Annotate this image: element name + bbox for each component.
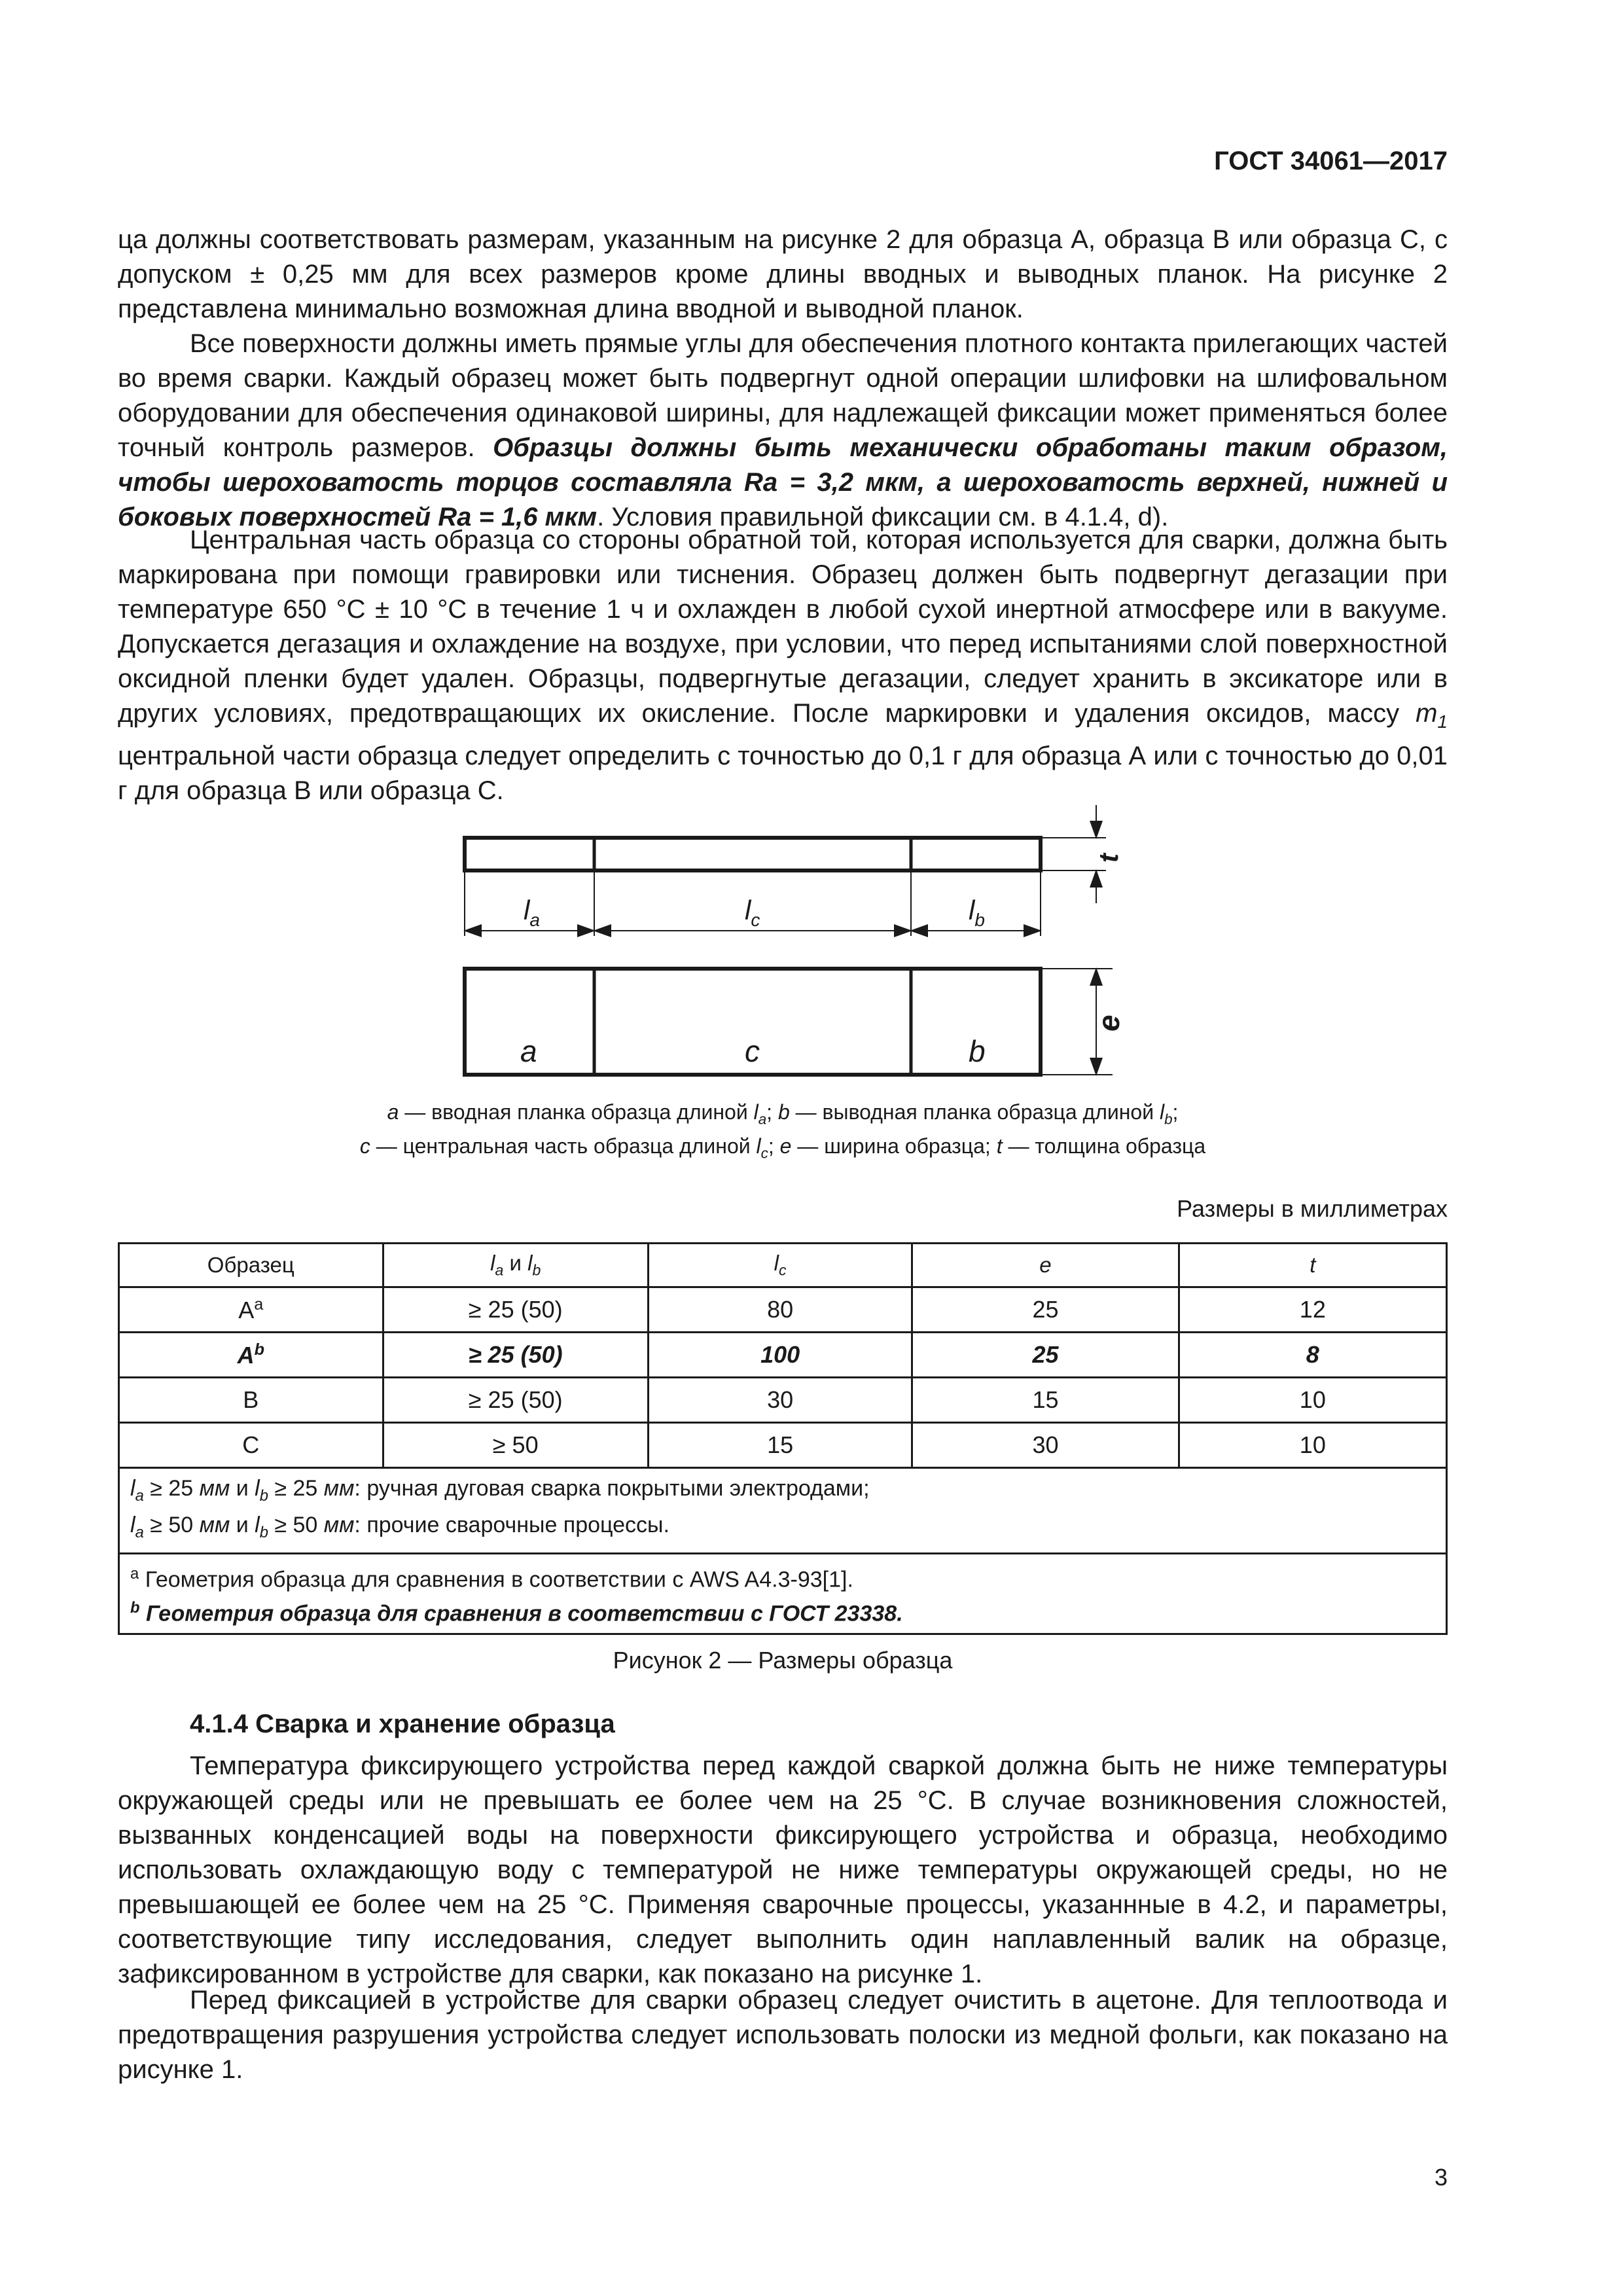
cell-lc: 15 <box>648 1423 912 1468</box>
cell-sample: C <box>119 1423 383 1468</box>
cell-la-lb: ≥ 25 (50) <box>383 1287 648 1333</box>
sample-diagram-svg <box>445 805 1126 1093</box>
cell-e: 30 <box>912 1423 1179 1468</box>
roughness-requirement: Образцы должны быть механически обработаны таким образом, чтобы шероховатость торцов составляла Ra = 3,2 мкм, а шероховатость верхней, нижней и боковых поверхностей Ra = 1,6 мкм <box>118 433 1448 531</box>
table-row <box>119 1423 1447 1468</box>
cleaning-text: Перед фиксацией в устройстве для сварки образец следует очистить в ацетоне. Для теплоотвода и предотвращения разрушения устройства следует использовать полоски из медной фольги, как показано на рисунке 1. <box>118 1986 1448 2084</box>
table-notes-row <box>119 1468 1447 1554</box>
footnote-a: $^a$ Геометрия образца для сравнения в соответствии с AWS A4.3-93[1]. <box>130 1564 853 1592</box>
header-la-lb: $l_a$ и $l_b$ <box>383 1244 648 1287</box>
cell-sample: $A^a$ <box>119 1287 383 1333</box>
cell-lc: 30 <box>648 1378 912 1423</box>
cell-t: 8 <box>1179 1333 1446 1378</box>
dimensions-table <box>118 1242 1448 1635</box>
table-footnotes-row <box>119 1553 1447 1634</box>
paragraph-temperature <box>118 1749 1448 1992</box>
mass-subscript: 1 <box>1437 711 1448 732</box>
side-view <box>465 805 1106 936</box>
surfaces-text: Все поверхности должны иметь прямые углы для обеспечения плотного контакта прилегающих частей во время сварки. Каждый образец может быть подвергнут одной операции шлифовки на шлифовальном оборудовании для обеспечения одинаковой ширины, для надлежащей фиксации может применяться более точный контроль размеров. <box>118 329 1448 462</box>
table-footnotes <box>119 1553 1447 1634</box>
paragraph-surfaces <box>118 327 1448 535</box>
cell-la-lb: ≥ 25 (50) <box>383 1378 648 1423</box>
table-header-row <box>119 1244 1447 1287</box>
note-manual-arc: $l_a \ge 25$ мм и $l_b \ge 25$ мм: ручная дуговая сварка покрытыми электродами; <box>130 1476 870 1505</box>
header-t: t <box>1179 1244 1446 1287</box>
paragraph-dimensions: ца должны соответствовать размерам, указанным на рисунке 2 для образца А, образца В или образца С, с допуском ± 0,25 мм для всех размеров кроме длины вводных и выводных планок. На рисунке 2 представлена минимально возможная длина вводной и выводной планок. <box>118 225 1448 323</box>
cell-lc: 100 <box>648 1333 912 1378</box>
note-other-processes: $l_a \ge 50$ мм и $l_b \ge 50$ мм: прочие сварочные процессы. <box>130 1512 669 1541</box>
label-c: c <box>745 1034 760 1068</box>
cell-e: 25 <box>912 1287 1179 1333</box>
document-header: ГОСТ 34061—2017 <box>1214 147 1448 175</box>
label-e: e <box>1092 1014 1126 1031</box>
plan-view <box>465 969 1113 1075</box>
cell-t: 12 <box>1179 1287 1446 1333</box>
welding-notes <box>119 1468 1447 1554</box>
units-note: Размеры в миллиметрах <box>1177 1195 1448 1222</box>
figure-title: Рисунок 2 — Размеры образца <box>613 1647 953 1674</box>
label-la: $l_a$ <box>524 895 540 930</box>
table-row <box>119 1333 1447 1378</box>
header-e: e <box>912 1244 1179 1287</box>
section-heading: 4.1.4 Сварка и хранение образца <box>190 1710 615 1738</box>
page-number: 3 <box>1434 2164 1448 2191</box>
figure-legend-line-2: c — центральная часть образца длиной $l_c$; e — ширина образца; t — толщина образца <box>359 1134 1206 1162</box>
cell-sample: B <box>119 1378 383 1423</box>
sample-diagram <box>445 805 1126 1096</box>
table-row <box>119 1378 1447 1423</box>
cell-e: 25 <box>912 1333 1179 1378</box>
paragraph-cleaning <box>118 1983 1448 2087</box>
fixation-reference: . Условия правильной фиксации см. в 4.1.4, d). <box>597 503 1169 531</box>
header-sample: Образец <box>119 1244 383 1287</box>
label-lb: $l_b$ <box>969 895 985 930</box>
mass-symbol: m <box>1416 699 1438 728</box>
cell-t: 10 <box>1179 1378 1446 1423</box>
cell-la-lb: ≥ 25 (50) <box>383 1333 648 1378</box>
temperature-text: Температура фиксирующего устройства перед каждой сваркой должна быть не ниже температуры окружающей среды или не превышать ее более чем на 25 °С. В случае возникновения сложностей, вызванных конденсацией воды на поверхности фиксирующего устройства и образца, необходимо использовать охлаждающую воду с температурой не ниже температуры окружающей среды, но не превышающей ее более чем на 25 °С. Применяя сварочные процессы, указаннные в 4.2, и параметры, соответствующие типу исследования, следует выполнить один наплавленный валик на образце, зафиксированном в устройстве для сварки, как показано на рисунке 1. <box>118 1751 1448 1988</box>
label-t: t <box>1093 853 1124 863</box>
mass-text: центральной части образца следует определить с точностью до 0,1 г для образца А или с точностью до 0,01 г для образца В или образца С. <box>118 742 1448 805</box>
marking-text: Центральная часть образца со стороны обратной той, которая используется для сварки, должна быть маркирована при помощи гравировки или тиснения. Образец должен быть подвергнут дегазации при температуре 650 °С ± 10 °С в течение 1 ч и охлажден в любой сухой инертной атмосфере или в вакууме. Допускается дегазация и охлаждение на воздухе, при условии, что перед испытаниями слой поверхностной оксидной пленки будет удален. Образцы, подвергнутые дегазации, следует хранить в эксикаторе или в других условиях, предотвращающих их окисление. После маркировки и удаления оксидов, массу <box>118 526 1448 728</box>
footnote-b: $^b$ Геометрия образца для сравнения в соответствии с ГОСТ 23338. <box>130 1598 903 1626</box>
header-lc: $l_c$ <box>648 1244 912 1287</box>
paragraph-marking <box>118 523 1448 808</box>
cell-t: 10 <box>1179 1423 1446 1468</box>
cell-sample: $A^b$ <box>119 1333 383 1378</box>
figure-legend-line-1: a — вводная планка образца длиной $l_a$; b — выводная планка образца длиной $l_b$; <box>387 1100 1179 1128</box>
cell-lc: 80 <box>648 1287 912 1333</box>
table-row <box>119 1287 1447 1333</box>
label-b: b <box>969 1034 986 1068</box>
cell-la-lb: ≥ 50 <box>383 1423 648 1468</box>
label-a: a <box>520 1034 537 1068</box>
cell-e: 15 <box>912 1378 1179 1423</box>
label-lc: $l_c$ <box>745 895 760 930</box>
